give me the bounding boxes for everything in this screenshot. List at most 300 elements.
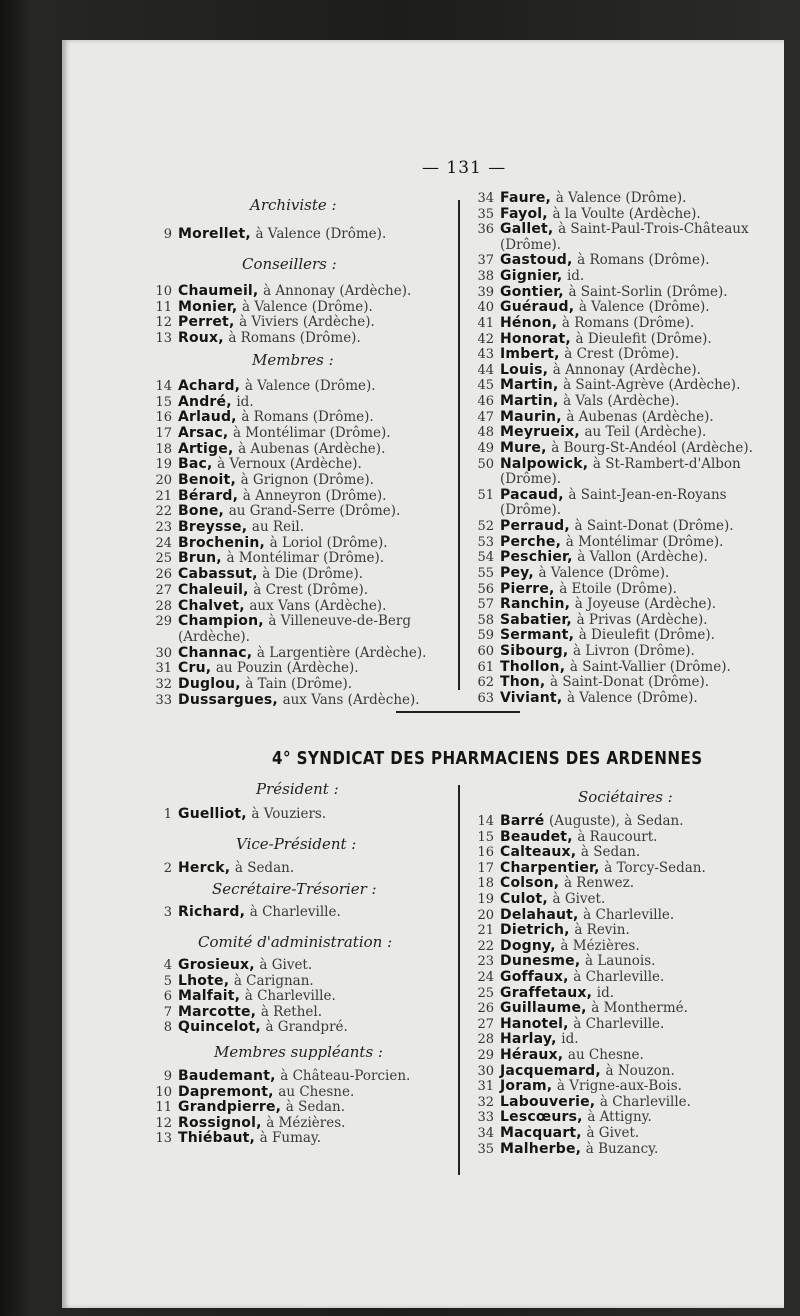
member-name: Dussargues, bbox=[178, 691, 278, 708]
member-name: Graffetaux, bbox=[500, 984, 593, 1001]
member-number: 16 bbox=[477, 845, 494, 861]
member-location: à Givet. bbox=[259, 957, 313, 973]
member-name: Ranchin, bbox=[500, 596, 571, 613]
president-heading: Président : bbox=[256, 780, 339, 798]
document-page bbox=[62, 40, 784, 1308]
member-location: à Valence (Drôme). bbox=[555, 190, 687, 206]
member-name: Lhote, bbox=[178, 972, 230, 989]
member-location-continued: (Drôme). bbox=[500, 236, 562, 253]
member-entry bbox=[152, 806, 326, 823]
member-location: à Aubenas (Ardèche). bbox=[566, 408, 714, 425]
member-location: à Charleville. bbox=[583, 906, 675, 923]
member-name: Chaleuil, bbox=[178, 581, 249, 598]
member-number: 35 bbox=[477, 206, 494, 222]
member-entry bbox=[474, 424, 706, 441]
member-location: à Sedan. bbox=[234, 860, 295, 876]
member-name: Baudemant, bbox=[178, 1068, 276, 1084]
member-number: 61 bbox=[477, 659, 494, 675]
member-entry bbox=[474, 190, 686, 207]
member-location: à Grandpré. bbox=[265, 1019, 348, 1035]
member-location: à Saint-Jean-en-Royans bbox=[568, 486, 727, 503]
member-location: à Attigny. bbox=[587, 1109, 652, 1126]
member-location: à Crest (Drôme). bbox=[253, 581, 369, 598]
member-location: à Revin. bbox=[574, 922, 630, 939]
ardennes-section-title: 4° SYNDICAT DES PHARMACIENS DES ARDENNES bbox=[272, 748, 703, 769]
member-entry bbox=[152, 1019, 348, 1036]
member-entry bbox=[152, 394, 254, 411]
conseillers-heading: Conseillers : bbox=[242, 255, 337, 273]
member-number: 4 bbox=[163, 958, 172, 973]
member-location-continued: (Ardèche). bbox=[178, 628, 250, 645]
member-number: 21 bbox=[155, 488, 172, 504]
member-location: à Carignan. bbox=[233, 972, 314, 989]
member-entry bbox=[474, 1109, 652, 1126]
member-entry bbox=[474, 643, 695, 660]
member-location: à Fumay. bbox=[259, 1130, 322, 1146]
member-name: Louis, bbox=[500, 361, 549, 378]
member-entry bbox=[474, 891, 605, 908]
member-number: 52 bbox=[477, 519, 494, 535]
member-location: à Mézières. bbox=[560, 937, 640, 954]
member-number: 26 bbox=[155, 567, 172, 583]
member-location: à Valence (Drôme). bbox=[578, 299, 710, 316]
member-name: Perret, bbox=[178, 314, 235, 331]
member-number: 9 bbox=[163, 1069, 172, 1084]
member-number: 8 bbox=[163, 1020, 172, 1035]
member-location: à Valence (Drôme). bbox=[244, 378, 376, 394]
member-name: Labouverie, bbox=[500, 1093, 596, 1110]
member-name: Sibourg, bbox=[500, 642, 569, 659]
member-number: 23 bbox=[155, 520, 172, 536]
member-number: 2 bbox=[163, 861, 172, 876]
member-location: à Joyeuse (Ardèche). bbox=[574, 596, 717, 613]
member-name: Quincelot, bbox=[178, 1019, 261, 1035]
member-name: Gastoud, bbox=[500, 252, 573, 269]
member-entry bbox=[474, 1063, 675, 1080]
member-number: 42 bbox=[477, 331, 494, 347]
member-entry bbox=[152, 1099, 345, 1116]
member-location: à Château-Porcien. bbox=[280, 1068, 411, 1084]
member-name: Jacquemard, bbox=[500, 1062, 601, 1079]
comite-heading: Comité d'administration : bbox=[198, 933, 393, 951]
member-entry bbox=[152, 378, 376, 395]
member-number: 20 bbox=[155, 473, 172, 489]
member-entry bbox=[474, 299, 710, 316]
member-location: (Auguste), à Sedan. bbox=[549, 813, 684, 829]
member-number: 22 bbox=[477, 938, 494, 954]
member-number: 53 bbox=[477, 534, 494, 550]
member-number: 59 bbox=[477, 628, 494, 644]
member-location: au Pouzin (Ardèche). bbox=[215, 660, 359, 677]
member-entry bbox=[474, 284, 728, 301]
member-location: à Bourg-St-Andéol (Ardèche). bbox=[551, 439, 753, 456]
member-entry bbox=[474, 581, 677, 598]
member-entry bbox=[474, 331, 712, 348]
suppleants-heading: Membres suppléants : bbox=[214, 1043, 383, 1061]
member-name: Gontier, bbox=[500, 283, 564, 300]
member-number: 50 bbox=[477, 456, 494, 472]
member-name: Rossignol, bbox=[178, 1114, 262, 1131]
member-entry bbox=[152, 409, 374, 426]
member-entry bbox=[474, 206, 701, 223]
member-location: à Charleville. bbox=[599, 1093, 691, 1110]
member-location: à Annonay (Ardèche). bbox=[552, 361, 701, 378]
member-entry bbox=[152, 314, 375, 331]
member-name: André, bbox=[178, 393, 232, 410]
member-entry bbox=[474, 907, 674, 924]
member-name: Faure, bbox=[500, 190, 552, 206]
member-entry bbox=[152, 645, 426, 662]
member-number: 30 bbox=[477, 1063, 494, 1079]
member-name: Sermant, bbox=[500, 627, 575, 644]
member-number: 7 bbox=[163, 1004, 172, 1020]
member-location: à Etoile (Drôme). bbox=[559, 580, 677, 597]
member-entry bbox=[152, 904, 341, 921]
member-entry bbox=[474, 549, 708, 566]
member-entry bbox=[474, 315, 694, 332]
member-entry bbox=[474, 938, 640, 955]
member-name: Achard, bbox=[178, 378, 241, 394]
page-number: — 131 — bbox=[422, 158, 507, 178]
member-entry bbox=[474, 268, 584, 285]
member-number: 27 bbox=[155, 582, 172, 598]
societaires-heading: Sociétaires : bbox=[578, 788, 673, 806]
member-location: à Saint-Paul-Trois-Châteaux bbox=[558, 221, 749, 238]
member-number: 10 bbox=[155, 1084, 172, 1100]
member-location: à Romans (Drôme). bbox=[241, 409, 374, 426]
member-location: à Die (Drôme). bbox=[262, 566, 364, 583]
member-name: Barré bbox=[500, 813, 545, 829]
member-name: Goffaux, bbox=[500, 969, 569, 985]
member-name: Pierre, bbox=[500, 580, 555, 597]
member-entry bbox=[152, 488, 386, 505]
member-name: Morellet, bbox=[178, 226, 251, 242]
member-location: à Givet. bbox=[586, 1125, 640, 1141]
member-entry bbox=[152, 566, 363, 583]
member-number: 55 bbox=[477, 565, 494, 581]
member-location: à Vals (Ardèche). bbox=[563, 393, 680, 410]
member-location: à Dieulefit (Drôme). bbox=[578, 627, 715, 644]
member-entry bbox=[152, 472, 374, 489]
member-number: 1 bbox=[163, 807, 172, 822]
member-name: Grosieux, bbox=[178, 957, 255, 973]
member-entry bbox=[474, 829, 657, 846]
member-location-continued: (Drôme). bbox=[500, 502, 562, 519]
member-number: 34 bbox=[477, 1126, 494, 1141]
member-name: Guillaume, bbox=[500, 1000, 587, 1017]
member-entry bbox=[474, 1031, 579, 1048]
member-number: 32 bbox=[477, 1094, 494, 1110]
member-name: Brun, bbox=[178, 550, 222, 567]
member-number: 51 bbox=[477, 487, 494, 503]
member-name: Cabassut, bbox=[178, 566, 258, 583]
member-location: à Charleville. bbox=[249, 904, 341, 920]
member-location: à Vouziers. bbox=[251, 806, 327, 822]
member-entry bbox=[474, 377, 740, 394]
member-name: Duglou, bbox=[178, 675, 241, 692]
member-number: 11 bbox=[155, 299, 172, 315]
member-location: à Saint-Donat (Drôme). bbox=[574, 518, 734, 535]
member-name: Viviant, bbox=[500, 689, 563, 706]
member-number: 33 bbox=[155, 692, 172, 708]
member-entry bbox=[474, 922, 630, 939]
member-entry bbox=[474, 534, 723, 551]
column-divider-bottom bbox=[458, 785, 460, 1175]
member-entry bbox=[474, 1047, 644, 1064]
member-name: Guelliot, bbox=[178, 806, 247, 822]
member-number: 6 bbox=[163, 989, 172, 1004]
member-entry bbox=[474, 518, 734, 535]
member-number: 28 bbox=[155, 598, 172, 614]
member-location: à Saint-Vallier (Drôme). bbox=[569, 658, 731, 675]
member-name: Mure, bbox=[500, 439, 547, 456]
member-name: Guéraud, bbox=[500, 299, 575, 316]
member-entry bbox=[474, 969, 664, 986]
member-location: à Montélimar (Drôme). bbox=[226, 550, 385, 567]
member-entry bbox=[474, 953, 655, 970]
member-entry bbox=[152, 1068, 410, 1085]
member-name: Herck, bbox=[178, 860, 231, 876]
member-number: 29 bbox=[477, 1048, 494, 1063]
member-name: Breysse, bbox=[178, 519, 248, 536]
member-entry bbox=[474, 674, 709, 691]
member-entry bbox=[474, 1125, 639, 1142]
member-number: 37 bbox=[477, 253, 494, 269]
member-number: 18 bbox=[155, 441, 172, 457]
member-location: à la Voulte (Ardèche). bbox=[552, 205, 701, 222]
member-name: Fayol, bbox=[500, 205, 548, 222]
member-name: Monier, bbox=[178, 298, 238, 315]
member-number: 18 bbox=[477, 876, 494, 892]
member-location-continued: (Drôme). bbox=[500, 471, 562, 488]
member-entry bbox=[152, 226, 386, 243]
member-name: Grandpierre, bbox=[178, 1099, 282, 1115]
member-number: 23 bbox=[477, 954, 494, 970]
section-separator bbox=[396, 711, 520, 713]
member-number: 19 bbox=[477, 892, 494, 907]
member-entry bbox=[152, 299, 373, 316]
member-location: à Buzancy. bbox=[585, 1140, 659, 1157]
member-number: 34 bbox=[477, 191, 494, 206]
member-number: 41 bbox=[477, 315, 494, 331]
member-name: Malherbe, bbox=[500, 1140, 582, 1157]
member-name: Dogny, bbox=[500, 937, 556, 954]
member-name: Thollon, bbox=[500, 658, 566, 675]
member-location: aux Vans (Ardèche). bbox=[249, 597, 387, 614]
member-number: 57 bbox=[477, 597, 494, 613]
member-location: à Valence (Drôme). bbox=[255, 226, 387, 242]
member-number: 63 bbox=[477, 690, 494, 706]
member-name: Malfait, bbox=[178, 988, 241, 1004]
member-entry bbox=[152, 692, 420, 709]
member-name: Martin, bbox=[500, 377, 559, 394]
member-number: 60 bbox=[477, 643, 494, 659]
member-number: 24 bbox=[477, 970, 494, 985]
member-name: Bone, bbox=[178, 503, 225, 520]
member-number: 14 bbox=[477, 814, 494, 829]
member-number: 16 bbox=[155, 410, 172, 426]
member-entry bbox=[152, 582, 368, 599]
member-location: à Valence (Drôme). bbox=[242, 298, 373, 315]
member-name: Lescœurs, bbox=[500, 1109, 583, 1126]
member-entry bbox=[152, 957, 312, 974]
member-name: Perraud, bbox=[500, 518, 570, 535]
member-number: 3 bbox=[163, 905, 172, 920]
member-name: Roux, bbox=[178, 330, 224, 347]
member-entry bbox=[152, 1004, 322, 1021]
member-entry bbox=[474, 252, 710, 269]
member-location: à Annonay (Ardèche). bbox=[263, 283, 412, 299]
member-number: 47 bbox=[477, 409, 494, 425]
member-entry bbox=[474, 1000, 688, 1017]
member-number: 10 bbox=[155, 284, 172, 299]
member-entry bbox=[474, 844, 640, 861]
member-entry bbox=[474, 346, 679, 363]
member-number: 26 bbox=[477, 1001, 494, 1017]
member-location: à Valence (Drôme). bbox=[538, 564, 670, 581]
member-location: à Crest (Drôme). bbox=[564, 346, 680, 363]
member-name: Culot, bbox=[500, 891, 548, 907]
member-entry bbox=[474, 393, 679, 410]
member-location: à Romans (Drôme). bbox=[561, 314, 695, 331]
member-name: Gignier, bbox=[500, 268, 563, 285]
member-name: Peschier, bbox=[500, 549, 573, 566]
member-entry bbox=[152, 425, 391, 442]
member-number: 36 bbox=[477, 222, 494, 238]
member-location: à Livron (Drôme). bbox=[572, 642, 695, 659]
member-entry bbox=[474, 221, 749, 238]
member-name: Meyrueix, bbox=[500, 424, 580, 441]
member-number: 25 bbox=[155, 551, 172, 567]
member-name: Nalpowick, bbox=[500, 455, 589, 472]
member-entry bbox=[474, 1094, 691, 1111]
member-location: à Romans (Drôme). bbox=[228, 330, 361, 347]
member-number: 40 bbox=[477, 300, 494, 316]
member-location: au Chesne. bbox=[278, 1083, 355, 1100]
member-location: à Saint-Donat (Drôme). bbox=[550, 674, 710, 691]
member-location: à Mézières. bbox=[266, 1114, 346, 1131]
member-name: Channac, bbox=[178, 644, 253, 661]
member-entry bbox=[152, 441, 385, 458]
member-location: à Torcy-Sedan. bbox=[604, 859, 706, 876]
member-number: 17 bbox=[155, 426, 172, 442]
member-name: Calteaux, bbox=[500, 844, 577, 861]
member-name: Imbert, bbox=[500, 346, 560, 363]
member-entry bbox=[474, 860, 706, 877]
member-number: 25 bbox=[477, 985, 494, 1001]
member-number: 30 bbox=[155, 645, 172, 661]
member-name: Thon, bbox=[500, 674, 546, 691]
member-location: à Vernoux (Ardèche). bbox=[217, 456, 362, 473]
member-location: à Loriol (Drôme). bbox=[269, 534, 388, 551]
member-location: à Viviers (Ardèche). bbox=[239, 314, 375, 331]
member-name: Martin, bbox=[500, 393, 559, 410]
member-entry bbox=[152, 535, 388, 552]
secretaire-heading: Secrétaire-Trésorier : bbox=[212, 880, 377, 898]
member-name: Héraux, bbox=[500, 1047, 564, 1063]
member-location: à Grignon (Drôme). bbox=[240, 472, 374, 489]
member-location: à Renwez. bbox=[563, 875, 635, 892]
member-name: Honorat, bbox=[500, 330, 571, 347]
member-location: au Reil. bbox=[251, 519, 305, 536]
member-name: Arlaud, bbox=[178, 409, 237, 426]
member-location: à Tain (Drôme). bbox=[245, 675, 352, 692]
member-entry bbox=[474, 596, 716, 613]
member-entry bbox=[474, 487, 727, 504]
member-location: à Charleville. bbox=[244, 988, 336, 1004]
member-location: à Anneyron (Drôme). bbox=[242, 487, 387, 504]
member-number: 21 bbox=[477, 923, 494, 939]
member-number: 44 bbox=[477, 362, 494, 378]
member-name: Thiébaut, bbox=[178, 1130, 256, 1146]
member-name: Dietrich, bbox=[500, 922, 570, 939]
member-location: à Sedan. bbox=[285, 1099, 346, 1115]
member-entry bbox=[152, 988, 336, 1005]
member-number: 11 bbox=[155, 1100, 172, 1115]
member-number: 28 bbox=[477, 1032, 494, 1048]
member-name: Pey, bbox=[500, 564, 534, 581]
member-name: Macquart, bbox=[500, 1125, 582, 1141]
member-number: 54 bbox=[477, 550, 494, 566]
member-location: à Dieulefit (Drôme). bbox=[575, 330, 712, 347]
member-number: 31 bbox=[477, 1079, 494, 1095]
member-location: à Saint-Agrève (Ardèche). bbox=[563, 377, 741, 394]
member-location: à Rethel. bbox=[260, 1003, 323, 1020]
member-name: Bérard, bbox=[178, 487, 239, 504]
member-name: Chalvet, bbox=[178, 597, 245, 614]
member-number: 9 bbox=[163, 227, 172, 242]
member-number: 13 bbox=[155, 1131, 172, 1146]
member-number: 19 bbox=[155, 457, 172, 473]
member-entry bbox=[474, 565, 669, 582]
member-name: Dunesme, bbox=[500, 953, 581, 970]
member-number: 43 bbox=[477, 347, 494, 363]
member-location: à Aubenas (Ardèche). bbox=[238, 440, 386, 457]
member-location: à Saint-Sorlin (Drôme). bbox=[568, 283, 728, 300]
member-entry bbox=[474, 1016, 664, 1033]
member-location: à Romans (Drôme). bbox=[577, 252, 710, 269]
member-name: Richard, bbox=[178, 904, 246, 920]
member-location: id. bbox=[236, 393, 254, 410]
member-number: 15 bbox=[477, 829, 494, 845]
member-number: 14 bbox=[155, 379, 172, 394]
member-entry bbox=[474, 627, 715, 644]
member-location: à Nouzon. bbox=[605, 1062, 675, 1079]
member-location: à Vrigne-aux-Bois. bbox=[556, 1078, 682, 1095]
member-location: à Sedan. bbox=[580, 844, 641, 861]
member-entry bbox=[152, 676, 352, 693]
member-entry bbox=[474, 813, 684, 830]
member-name: Chaumeil, bbox=[178, 283, 259, 299]
column-divider-top bbox=[458, 200, 460, 690]
member-location: à St-Rambert-d'Albon bbox=[592, 455, 741, 472]
member-name: Brochenin, bbox=[178, 534, 266, 551]
member-number: 39 bbox=[477, 284, 494, 300]
member-number: 38 bbox=[477, 269, 494, 285]
member-name: Champion, bbox=[178, 613, 264, 630]
member-location: à Charleville. bbox=[573, 969, 665, 985]
member-name: Marcotte, bbox=[178, 1003, 257, 1020]
member-name: Charpentier, bbox=[500, 859, 600, 876]
member-number: 5 bbox=[163, 973, 172, 989]
member-number: 62 bbox=[477, 675, 494, 691]
member-entry bbox=[474, 456, 741, 473]
member-entry bbox=[474, 1078, 682, 1095]
member-entry bbox=[152, 519, 304, 536]
member-name: Beaudet, bbox=[500, 828, 573, 845]
member-entry bbox=[152, 598, 386, 615]
member-location: à Largentière (Ardèche). bbox=[256, 644, 427, 661]
